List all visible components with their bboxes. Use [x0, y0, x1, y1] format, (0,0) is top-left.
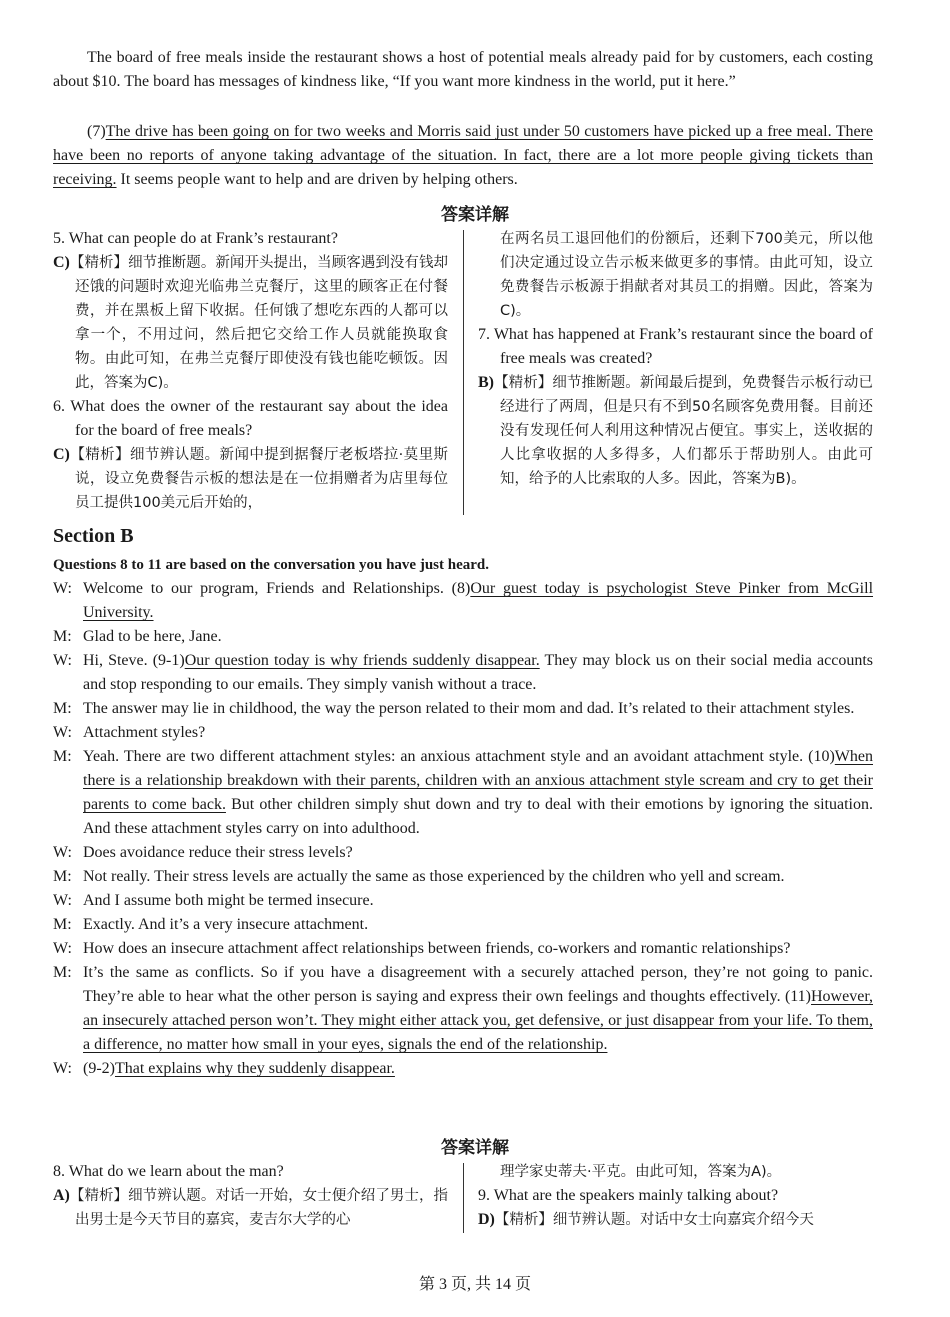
dialog-text [83, 649, 873, 697]
answer-explanation: 【精析】细节推断题。新闻开头提出，当顾客遇到没有钱却还饿的问题时欢迎光临弗兰克餐厅，这里的顾客正在付餐费，并在黑板上留下收据。任何饿了想吃东西的人都可以拿一个，不用过问，然后把它交给工作人员就能换取食物。由此可知，在弗兰克餐厅即使没有钱也能吃顿饭。因此，答案为C)。 [69, 255, 448, 391]
dialog-text [83, 697, 873, 721]
answer-explanation: 【精析】细节辨认题。新闻中提到据餐厅老板塔拉·莫里斯说，设立免费餐告示板的想法是在一位捐赠者为店里每位员工提供100美元后开始的， [69, 447, 448, 511]
speaker-label: W: [53, 580, 72, 597]
dialog-text [83, 865, 873, 889]
dialog-text-plain: Glad to be here, Jane. [83, 628, 222, 645]
speaker-label: M: [53, 916, 72, 933]
dialog-text-plain: The answer may lie in childhood, the way the person related to their mom and dad. It’s related to their attachment styles. [83, 700, 855, 717]
section-title: Section B [53, 525, 134, 547]
speaker-label: M: [53, 964, 72, 981]
speaker-label: W: [53, 844, 72, 861]
dialog-text [83, 1057, 873, 1081]
dialog-text-plain: How does an insecure attachment affect relationships between friends, co-workers and romantic relationships? [83, 940, 791, 957]
dialog-text-plain: Does avoidance reduce their stress levels? [83, 844, 353, 861]
answers-right-column [478, 227, 873, 491]
dialog-text [83, 841, 873, 865]
conversation-transcript [53, 577, 873, 1081]
dialog-turn [53, 913, 873, 937]
answer-letter: A) [53, 1187, 70, 1204]
dialog-text-plain: It’s the same as conflicts. So if you have a disagreement with a securely attached person, they’re not going to panic. They’re able to hear what the other person is saying and express their own feelings and thoughts effectively. (11) [83, 964, 873, 1005]
underlined-answer-text: Our question today is why friends suddenly disappear. [184, 652, 540, 669]
dialog-turn [53, 841, 873, 865]
speaker-label: W: [53, 1060, 72, 1077]
speaker-label: W: [53, 724, 72, 741]
passage-paragraph-1 [53, 46, 873, 94]
dialog-text-plain: Yeah. There are two different attachment styles: an anxious attachment style and an avoidant attachment style. (10) [83, 748, 835, 765]
answers-left-column [53, 227, 448, 515]
answers-right-column-2 [478, 1160, 873, 1232]
speaker-label: W: [53, 892, 72, 909]
answer-explanation: 【精析】细节辨认题。对话中女士向嘉宾介绍今天 [494, 1212, 814, 1228]
speaker-label: W: [53, 940, 72, 957]
dialog-text-plain: Welcome to our program, Friends and Relationships. (8) [83, 580, 471, 597]
dialog-text-plain: Hi, Steve. (9-1) [83, 652, 185, 669]
speaker-label: M: [53, 628, 72, 645]
underlined-answer-text: However, an insecurely attached person won’t. They might either attack you, get defensive, or just disappear from your life. To them, a difference, no matter how small in your eyes, signals the end of the relationship. [83, 988, 873, 1053]
question-7: 7. What has happened at Frank’s restaurant since the board of free meals was created? [478, 326, 873, 367]
answer-6-continued: 在两名员工退回他们的份额后，还剩下700美元，所以他们决定通过设立告示板来做更多的事情。由此可知，设立免费餐告示板源于捐献者对其员工的捐赠。因此，答案为C)。 [500, 231, 873, 319]
underlined-answer-text: That explains why they suddenly disappear. [114, 1060, 395, 1077]
passage-text: The board of free meals inside the restaurant shows a host of potential meals already paid for by customers, each costing about $10. The board has messages of kindness like, “If you want more kindness in the world, put it here.” [53, 49, 873, 90]
dialog-turn [53, 697, 873, 721]
answer-letter: C) [53, 446, 70, 463]
dialog-text [83, 577, 873, 625]
dialog-text-plain: (9-2) [83, 1060, 115, 1077]
answer-letter: D) [478, 1211, 495, 1228]
underlined-answer-text: Our guest today is psychologist Steve Pinker from McGill University. [83, 580, 874, 621]
answer-explanation: 【精析】细节推断题。新闻最后提到，免费餐告示板行动已经进行了两周，但是只有不到50名顾客免费用餐。目前还没有发现任何人利用这种情况占便宜。事实上，送收据的人比拿收据的人多得多，人们都乐于帮助别人。由此可知，给予的人比索取的人多。因此，答案为B)。 [494, 375, 873, 487]
answers-left-column-2 [53, 1160, 448, 1232]
dialog-turn [53, 745, 873, 841]
dialog-turn [53, 1057, 873, 1081]
dialog-turn [53, 577, 873, 625]
underlined-answer-text: The drive has been going on for two weeks and Morris said just under 50 customers have picked up a free meal. There have been no reports of anyone taking advantage of the situation. In fact, there are a lot more people giving tickets than receiving. [53, 123, 873, 188]
dialog-text-plain: And I assume both might be termed insecure. [83, 892, 374, 909]
dialog-turn [53, 937, 873, 961]
answer-heading: 答案详解 [441, 1138, 509, 1158]
passage-paragraph-2 [53, 120, 873, 192]
dialog-turn [53, 961, 873, 1057]
dialog-text [83, 913, 873, 937]
dialog-text [83, 961, 873, 1057]
speaker-label: M: [53, 748, 72, 765]
dialog-text [83, 745, 873, 841]
answer-letter: C) [53, 254, 70, 271]
section-subtitle: Questions 8 to 11 are based on the conversation you have just heard. [53, 557, 489, 573]
answer-9 [478, 1208, 873, 1232]
dialog-turn [53, 889, 873, 913]
answer-8-continued: 理学家史蒂夫·平克。由此可知，答案为A)。 [500, 1164, 782, 1180]
dialog-text-plain: They may block us on their social media accounts and stop responding to our emails. They simply vanish without a trace. [83, 652, 874, 693]
dialog-text-plain: Exactly. And it’s a very insecure attachment. [83, 916, 369, 933]
answer-explanation: 【精析】细节辨认题。对话一开始，女士便介绍了男士，指出男士是今天节目的嘉宾，麦吉尔大学的心 [69, 1188, 448, 1228]
dialog-turn [53, 721, 873, 745]
speaker-label: W: [53, 652, 72, 669]
answer-heading: 答案详解 [441, 205, 509, 225]
page-footer: 第 3 页, 共 14 页 [418, 1276, 531, 1293]
question-marker: (7) [87, 123, 106, 140]
answer-8 [53, 1184, 448, 1232]
answer-letter: B) [478, 374, 494, 391]
question-6: 6. What does the owner of the restaurant say about the idea for the board of free meals? [53, 398, 448, 439]
answer-5 [53, 251, 448, 395]
dialog-turn [53, 865, 873, 889]
passage-text: It seems people want to help and are driven by helping others. [116, 171, 518, 188]
question-9: 9. What are the speakers mainly talking about? [478, 1187, 779, 1204]
dialog-text-plain: Not really. Their stress levels are actually the same as those experienced by the children who yell and scream. [83, 868, 785, 885]
dialog-text-plain: Attachment styles? [83, 724, 206, 741]
column-divider [463, 1163, 464, 1233]
dialog-turn [53, 625, 873, 649]
answer-6 [53, 443, 448, 515]
speaker-label: M: [53, 700, 72, 717]
underlined-answer-text: When there is a relationship breakdown with their parents, children with an anxious attachment style scream and cry to get their parents to come back. [83, 748, 873, 813]
dialog-text-plain: But other children simply shut down and try to deal with their emotions by ignoring the situation. And these attachment styles carry on into adulthood. [83, 796, 873, 837]
question-5: 5. What can people do at Frank’s restaurant? [53, 230, 338, 247]
dialog-text [83, 721, 873, 745]
answer-7 [478, 371, 873, 491]
dialog-text [83, 889, 873, 913]
dialog-text [83, 625, 873, 649]
dialog-text [83, 937, 873, 961]
speaker-label: M: [53, 868, 72, 885]
dialog-turn [53, 649, 873, 697]
column-divider [463, 230, 464, 515]
question-8: 8. What do we learn about the man? [53, 1163, 284, 1180]
